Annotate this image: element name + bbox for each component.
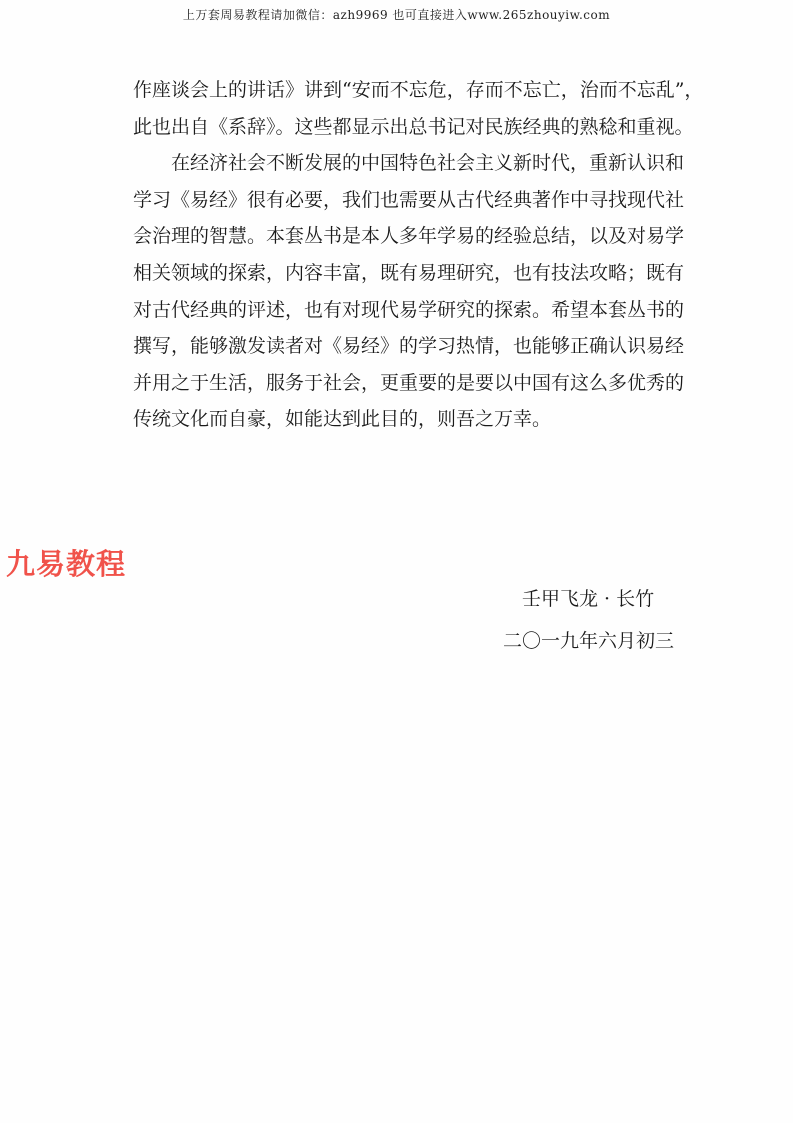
watermark-logo: 九易教程: [6, 547, 127, 581]
body-line: 传统文化而自豪，如能达到此目的，则吾之万幸。: [133, 408, 552, 431]
body-line: 会治理的智慧。本套丛书是本人多年学易的经验总结，以及对易学: [133, 225, 685, 248]
body-line: 撰写，能够激发读者对《易经》的学习热情，也能够正确认识易经: [133, 335, 685, 358]
body-line: 并用之于生活，服务于社会，更重要的是要以中国有这么多优秀的: [133, 371, 685, 394]
signature-author: 壬甲飞龙 · 长竹: [522, 588, 655, 610]
body-line: 相关领域的探索，内容丰富，既有易理研究，也有技法攻略；既有: [133, 261, 685, 284]
body-line: 学习《易经》很有必要，我们也需要从古代经典著作中寻找现代社: [133, 188, 685, 211]
body-line: 在经济社会不断发展的中国特色社会主义新时代，重新认识和: [171, 152, 685, 175]
body-line: 此也出自《系辞》。这些都显示出总书记对民族经典的熟稔和重视。: [133, 115, 694, 138]
signature-date: 二〇一九年六月初三: [503, 630, 675, 652]
body-line: 对古代经典的评述，也有对现代易学研究的探索。希望本套丛书的: [133, 298, 685, 321]
body-text: [133, 72, 723, 438]
header-note: 上万套周易教程请加微信：azh9969 也可直接进入www.265zhouyiw.com: [182, 8, 611, 22]
body-line: 作座谈会上的讲话》讲到“安而不忘危，存而不忘亡，治而不忘乱”，: [133, 79, 704, 101]
